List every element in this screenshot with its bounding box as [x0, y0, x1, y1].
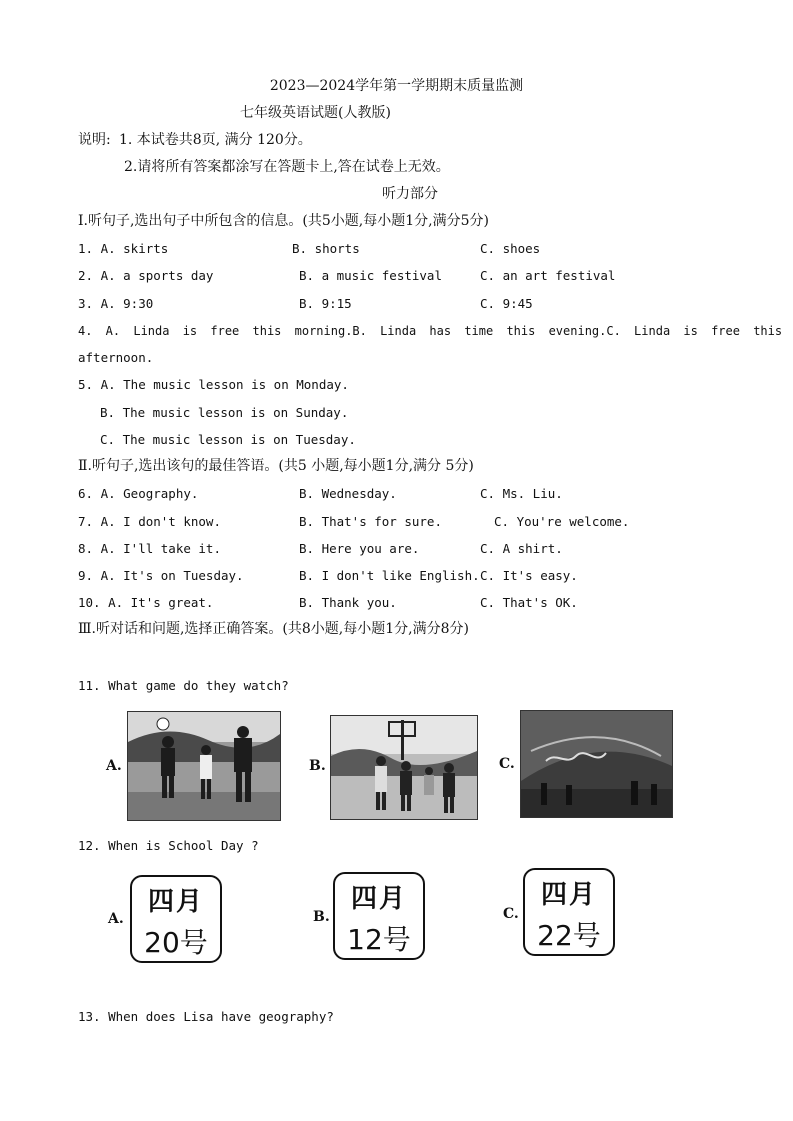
q11-label-b: B.: [309, 758, 326, 774]
exam-subtitle: 七年级英语试题(人教版): [240, 105, 391, 121]
exam-title: 2023—2024学年第一学期期末质量监测: [269, 78, 524, 94]
q12-label-b: B.: [313, 909, 330, 925]
date-card-c-month: 四月: [540, 880, 597, 910]
q6-option-c: C. Ms. Liu.: [480, 486, 563, 501]
q2-option-b: B. a music festival: [299, 268, 442, 283]
q5-option-b: B. The music lesson is on Sunday.: [100, 405, 349, 420]
part2-heading: Ⅱ.听句子,选出该句的最佳答语。(共5 小题,每小题1分,满分 5分): [78, 458, 474, 474]
date-card-b: [333, 872, 425, 960]
q12-label-c: C.: [503, 906, 519, 922]
date-card-a-month: 四月: [147, 887, 204, 917]
date-card-a: [130, 875, 222, 963]
q10-option-a: 10. A. It's great.: [78, 595, 214, 610]
q7-option-b: B. That's for sure.: [299, 514, 442, 529]
note-1: 1. 本试卷共8页, 满分 120分。: [119, 132, 312, 148]
q8-option-c: C. A shirt.: [480, 541, 563, 556]
q10-option-b: B. Thank you.: [299, 595, 397, 610]
q5-option-a: 5. A. The music lesson is on Monday.: [78, 377, 349, 392]
q3-option-b: B. 9:15: [299, 296, 352, 311]
q7-option-c: C. You're welcome.: [494, 514, 630, 529]
part1-heading: Ⅰ.听句子,选出句子中所包含的信息。(共5小题,每小题1分,满分5分): [78, 213, 489, 229]
q2-option-c: C. an art festival: [480, 268, 616, 283]
stadium-photo: [520, 710, 673, 818]
note-label: 说明:: [78, 132, 111, 148]
q12-label-a: A.: [108, 911, 124, 927]
basketball-photo: [330, 715, 478, 820]
date-card-b-month: 四月: [350, 884, 407, 914]
q1-option-c: C. shoes: [480, 241, 541, 256]
q11-question: 11. What game do they watch?: [78, 678, 289, 693]
q2-option-a: 2. A. a sports day: [78, 268, 214, 283]
q4-options-continued: afternoon.: [78, 350, 154, 365]
q5-option-c: C. The music lesson is on Tuesday.: [100, 432, 356, 447]
q3-option-a: 3. A. 9:30: [78, 296, 154, 311]
q8-option-a: 8. A. I'll take it.: [78, 541, 221, 556]
q11-label-a: A.: [106, 758, 122, 774]
q9-option-c: C. It's easy.: [480, 568, 578, 583]
q9-option-b: B. I don't like English.: [299, 568, 480, 583]
q4-options: 4. A. Linda is free this morning.B. Linda has time this evening.C. Linda is free this: [78, 324, 783, 338]
q6-option-b: B. Wednesday.: [299, 486, 397, 501]
q7-option-a: 7. A. I don't know.: [78, 514, 221, 529]
q12-question: 12. When is School Day ?: [78, 838, 259, 853]
q3-option-c: C. 9:45: [480, 296, 533, 311]
q10-option-c: C. That's OK.: [480, 595, 578, 610]
q8-option-b: B. Here you are.: [299, 541, 420, 556]
part3-heading: Ⅲ.听对话和问题,选择正确答案。(共8小题,每小题1分,满分8分): [78, 621, 469, 637]
date-card-b-day: 12号: [347, 923, 411, 956]
q9-option-a: 9. A. It's on Tuesday.: [78, 568, 244, 583]
soccer-photo: [127, 711, 281, 821]
q1-option-a: 1. A. skirts: [78, 241, 169, 256]
note-2: 2.请将所有答案都涂写在答题卡上,答在试卷上无效。: [124, 159, 450, 175]
q13-question: 13. When does Lisa have geography?: [78, 1009, 334, 1024]
section-title: 听力部分: [382, 186, 438, 202]
date-card-c: [523, 868, 615, 956]
date-card-a-day: 20号: [144, 926, 208, 959]
q1-option-b: B. shorts: [292, 241, 360, 256]
date-card-c-day: 22号: [537, 919, 601, 952]
q6-option-a: 6. A. Geography.: [78, 486, 199, 501]
q11-label-c: C.: [499, 756, 515, 772]
